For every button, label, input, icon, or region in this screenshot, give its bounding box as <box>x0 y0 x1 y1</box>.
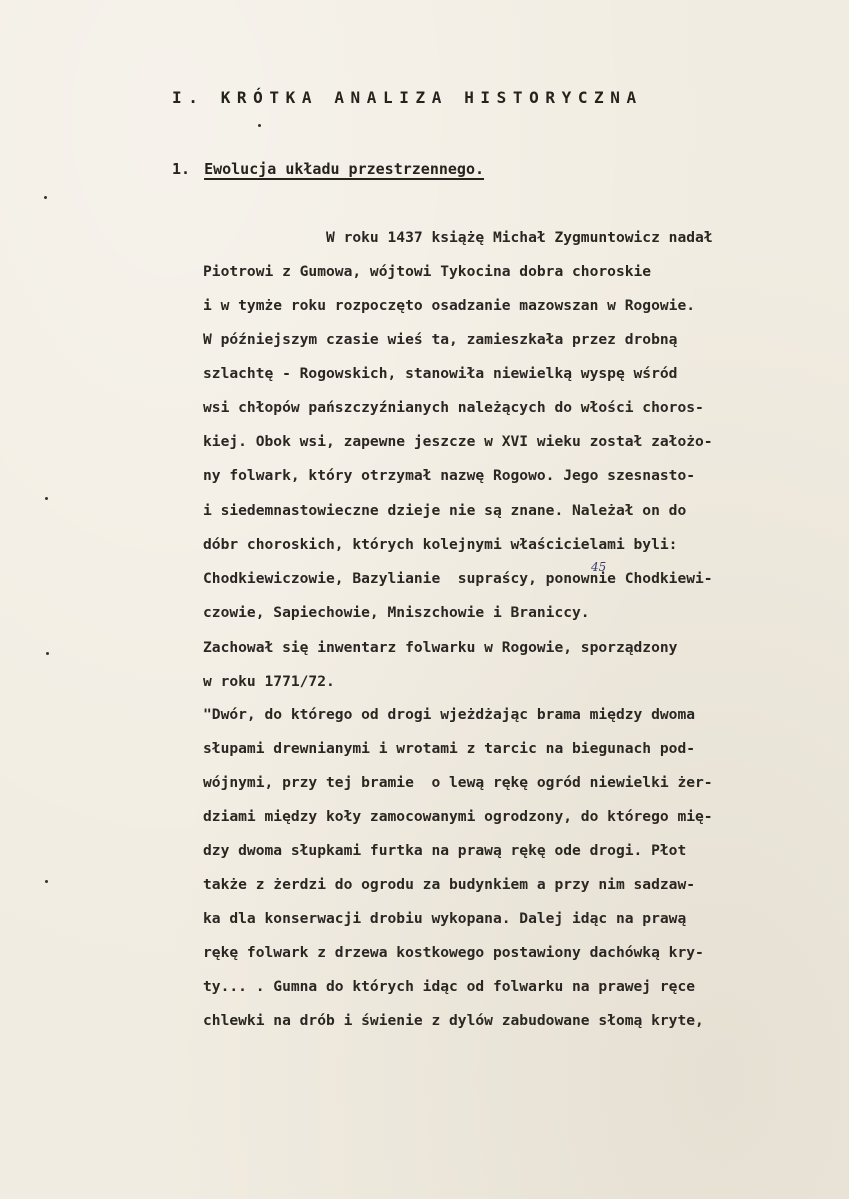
section-title: Ewolucja układu przestrzennego. <box>204 160 485 178</box>
margin-mark <box>258 124 261 127</box>
margin-mark <box>45 880 48 883</box>
text-line: także z żerdzi do ogrodu za budynkiem a przy nim sadzaw- <box>203 876 696 893</box>
text-line: dóbr choroskich, których kolejnymi właścicielami byli: <box>203 536 678 553</box>
text-line: "Dwór, do którego od drogi wjeżdżając brama między dwoma <box>203 706 696 723</box>
text-line: chlewki na drób i świenie z dylów zabudowane słomą kryte, <box>203 1012 704 1029</box>
handwritten-note: 45 <box>591 560 607 574</box>
text-line: i siedemnastowieczne dzieje nie są znane. Należał on do <box>203 502 687 519</box>
text-line: wsi chłopów pańszczyźnianych należących do włości choros- <box>203 399 704 416</box>
text-line: Zachował się inwentarz folwarku w Rogowie, sporządzony <box>203 639 678 656</box>
text-line: kiej. Obok wsi, zapewne jeszcze w XVI wieku został założo- <box>203 433 713 450</box>
text-line: W późniejszym czasie wieś ta, zamieszkała przez drobną <box>203 331 678 348</box>
text-line: ka dla konserwacji drobiu wykopana. Dalej idąc na prawą <box>203 910 687 927</box>
text-line: W roku 1437 książę Michał Zygmuntowicz nadał <box>203 229 713 246</box>
text-line: w roku 1771/72. <box>203 673 335 690</box>
text-line: słupami drewnianymi i wrotami z tarcic na biegunach pod- <box>203 740 696 757</box>
text-line: i w tymże roku rozpoczęto osadzanie mazowszan w Rogowie. <box>203 297 696 314</box>
text-line: rękę folwark z drzewa kostkowego postawiony dachówką kry- <box>203 944 704 961</box>
text-line: dziami między koły zamocowanymi ogrodzony, do którego mię- <box>203 808 713 825</box>
margin-mark <box>45 497 48 500</box>
margin-mark <box>46 652 49 655</box>
text-line: ny folwark, który otrzymał nazwę Rogowo. Jego szesnasto- <box>203 467 696 484</box>
margin-mark <box>44 196 47 199</box>
text-line: dzy dwoma słupkami furtka na prawą rękę ode drogi. Płot <box>203 842 687 859</box>
page-heading: I. KRÓTKA ANALIZA HISTORYCZNA <box>172 88 643 107</box>
text-line: Piotrowi z Gumowa, wójtowi Tykocina dobra choroskie <box>203 263 652 280</box>
text-line: wójnymi, przy tej bramie o lewą rękę ogród niewielki żer- <box>203 774 713 791</box>
text-line: szlachtę - Rogowskich, stanowiła niewielką wyspę wśród <box>203 365 678 382</box>
text-line: Chodkiewiczowie, Bazylianie supraścy, ponownie Chodkiewi- <box>203 570 713 587</box>
section-heading <box>172 160 484 178</box>
text-line: ty... . Gumna do których idąc od folwarku na prawej ręce <box>203 978 696 995</box>
section-number: 1. <box>172 160 191 178</box>
text-line: czowie, Sapiechowie, Mniszchowie i Braniccy. <box>203 604 590 621</box>
